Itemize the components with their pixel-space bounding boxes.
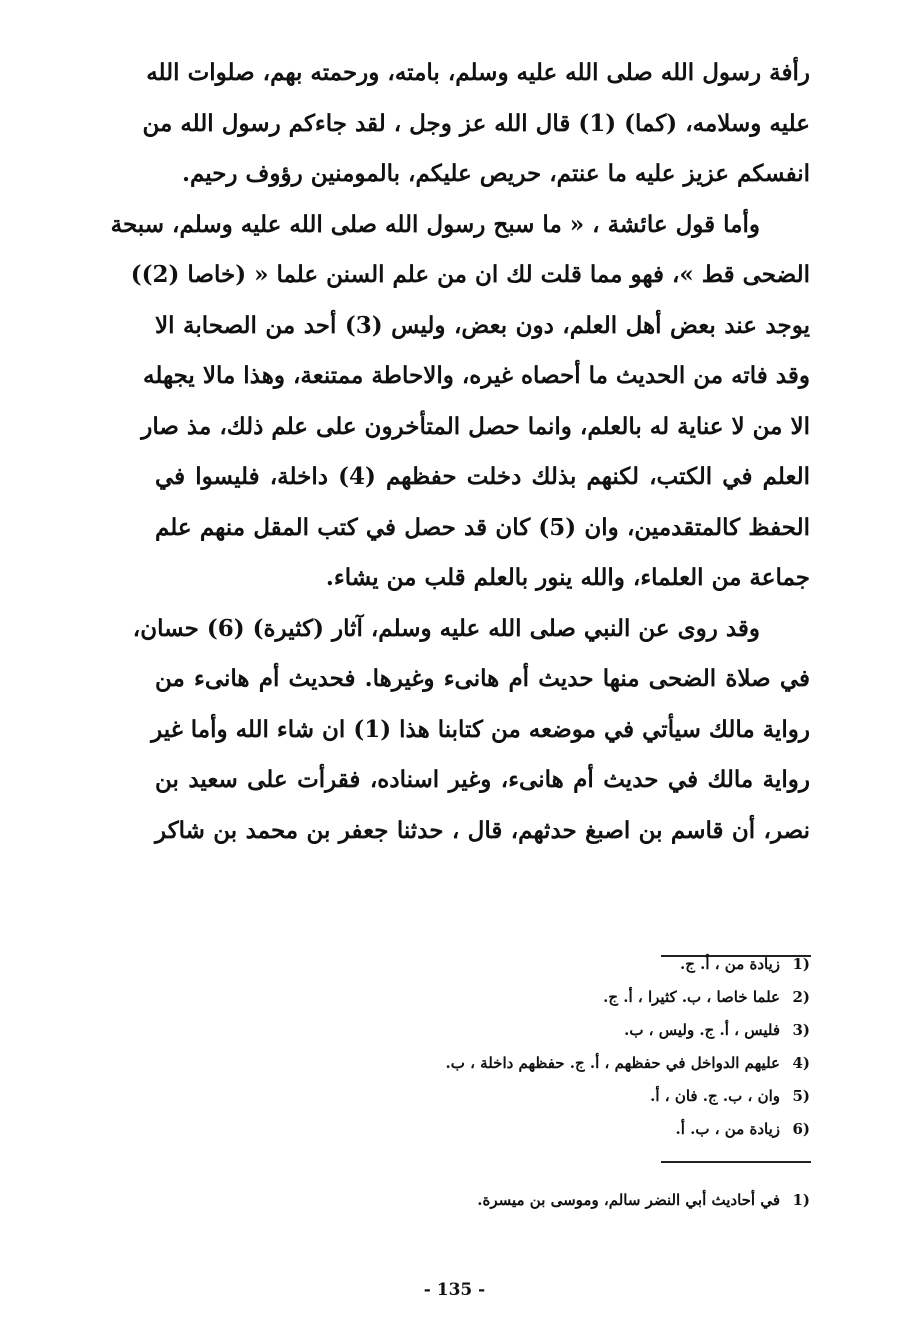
footnotes-group-1	[300, 948, 810, 1146]
text-line: جماعة من العلماء، والله ينور بالعلم قلب من يشاء.	[325, 564, 810, 591]
text-line: رواية مالك سيأتي في موضعه من كتابنا هذا (1) ان شاء الله وأما غير	[151, 715, 810, 743]
footnote-text: علما خاصا ، ب. كثيرا ، أ. ج.	[603, 988, 780, 1006]
text-line: الا من لا عناية له بالعلم، وانما حصل المتأخرون على علم ذلك، مذ صار	[141, 412, 810, 440]
footnote-text: زيادة من ، أ. ج.	[679, 955, 780, 973]
footnote-text: زيادة من ، ب. أ.	[675, 1120, 780, 1138]
footnote	[300, 1014, 810, 1047]
footnote	[300, 1113, 810, 1146]
footnote	[300, 1047, 810, 1080]
footnote	[300, 1184, 810, 1217]
footnote-number: (1	[792, 1191, 810, 1209]
text-line: رواية مالك في حديث أم هانىء، وغير اسناده، فقرأت على سعيد بن	[155, 766, 810, 793]
footnote-number: (6	[792, 1120, 810, 1138]
page-number: - 135 -	[423, 1280, 486, 1300]
footnote-number: (3	[792, 1021, 810, 1039]
text-line: وقد فاته من الحديث ما أحصاه غيره، والاحاطة ممتنعة، وهذا مالا يجهله	[143, 362, 810, 389]
text-line: في صلاة الضحى منها حديث أم هانىء وغيرها. فحديث أم هانىء من	[155, 665, 810, 692]
footnote-text: فليس ، أ. ج. وليس ، ب.	[624, 1021, 780, 1039]
text-line: الضحى قط »، فهو مما قلت لك ان من علم السنن علما « (خاصا (2))	[130, 261, 810, 288]
footnote	[300, 1080, 810, 1113]
footnotes-group-2	[300, 1184, 810, 1217]
text-line: انفسكم عزيز عليه ما عنتم، حريص عليكم، بالمومنين رؤوف رحيم.	[181, 160, 810, 187]
text-line: الحفظ كالمتقدمين، وان (5) كان قد حصل في كتب المقل منهم علم	[155, 513, 810, 541]
footnote-text: وان ، ب. ج. فان ، أ.	[650, 1087, 780, 1105]
footnote-separator-2	[661, 1161, 811, 1163]
main-text	[110, 48, 811, 856]
text-line: يوجد عند بعض أهل العلم، دون بعض، وليس (3) أحد من الصحابة الا	[155, 311, 811, 339]
footnote	[300, 948, 810, 981]
text-line: وأما قول عائشة ، « ما سبح رسول الله صلى الله عليه وسلم، سبحة	[110, 210, 760, 238]
footnote-text: عليهم الدواخل في حفظهم ، أ. ج. حفظهم داخلة ، ب.	[445, 1054, 780, 1072]
footnote-number: (4	[792, 1054, 810, 1072]
footnote	[300, 981, 810, 1014]
footnote-number: (2	[792, 988, 810, 1006]
footnote-number: (1	[792, 955, 810, 973]
text-line: رأفة رسول الله صلى الله عليه وسلم، بامته، ورحمته بهم، صلوات الله	[146, 59, 810, 86]
text-line: نصر، أن قاسم بن اصبغ حدثهم، قال ، حدثنا جعفر بن محمد بن شاكر	[155, 816, 810, 844]
text-line: وقد روى عن النبي صلى الله عليه وسلم، آثار (كثيرة) (6) حسان،	[132, 614, 760, 642]
text-line: العلم في الكتب، لكنهم بذلك دخلت حفظهم (4) داخلة، فليسوا في	[155, 463, 810, 490]
text-line: عليه وسلامه، (كما) (1) قال الله عز وجل ، لقد جاءكم رسول الله من	[142, 109, 810, 137]
footnote-number: (5	[792, 1087, 810, 1105]
footnote-text: في أحاديث أبي النضر سالم، وموسى بن ميسرة.	[477, 1191, 780, 1209]
